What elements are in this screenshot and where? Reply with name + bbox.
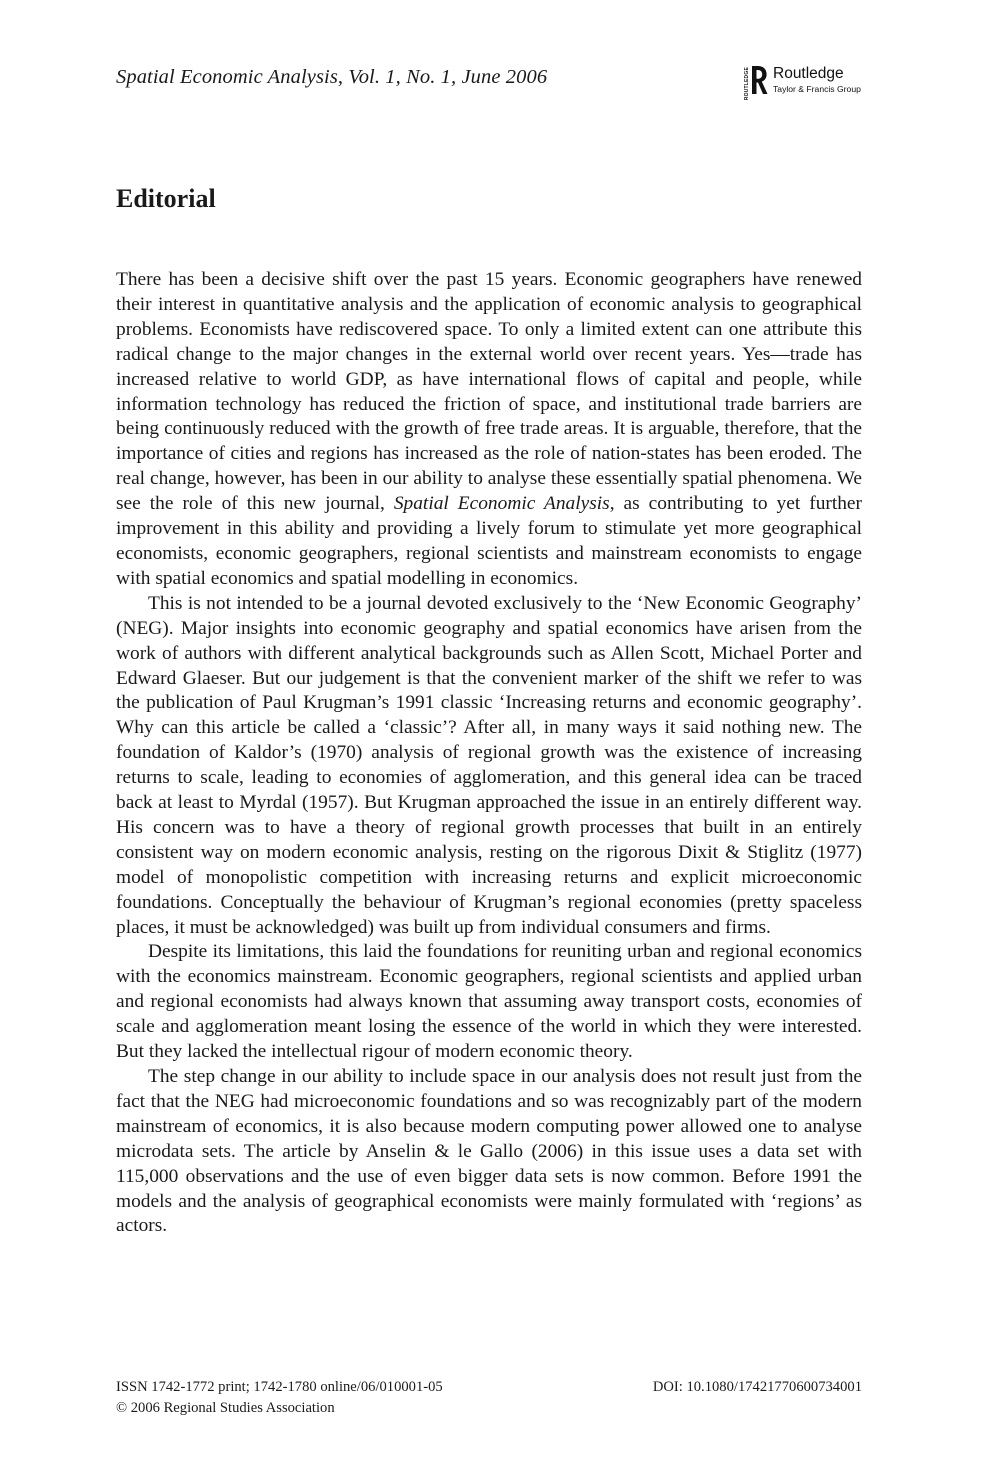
- footer-row: [116, 1377, 862, 1398]
- publisher-group: Taylor & Francis Group: [773, 84, 861, 94]
- routledge-r-icon: [750, 65, 768, 95]
- doi-line: DOI: 10.1080/17421770600734001: [652, 1379, 862, 1395]
- publisher-logo-vertical-text: ROUTLEDGE: [744, 67, 750, 101]
- paragraph-1: [116, 268, 862, 592]
- journal-citation: Spatial Economic Analysis, Vol. 1, No. 1, June 2006: [116, 66, 548, 88]
- paragraph-3: Despite its limitations, this laid the foundations for reuniting urban and regional economics with the economics mainstream. Economic geographers, regional scientists and applied urban and regional economists had always known that assuming away transport costs, economies of scale and agglomeration meant losing the essence of the world in which they were interested. But they lacked the intellectual rigour of modern economic theory.: [116, 941, 862, 1063]
- paragraph-4: The step change in our ability to include space in our analysis does not result just from the fact that the NEG had microeconomic foundations and so was recognizably part of the modern mainstream of economics, it is also because modern computing power allowed one to analyse microdata sets. The article by Anselin & le Gallo (2006) in this issue uses a data set with 115,000 observations and the use of even bigger data sets is now common. Before 1991 the models and the analysis of geographical economists were mainly formulated with ‘regions’ as actors.: [116, 1066, 862, 1237]
- publisher-logo: [744, 64, 862, 100]
- copyright-line: © 2006 Regional Studies Association: [116, 1400, 335, 1416]
- article-title: Editorial: [116, 184, 216, 213]
- paragraph-1-text-end: , as contributing to yet further improvement in this ability and providing a lively forum to stimulate yet more geographical economists, economic geographers, regional scientists and mainstream economists to engage with spatial economics and spatial modelling in economics.: [116, 493, 862, 589]
- paragraph-2: This is not intended to be a journal devoted exclusively to the ‘New Economic Geography’ (NEG). Major insights into economic geography and spatial economics have arisen from the work of authors with different analytical backgrounds such as Allen Scott, Michael Porter and Edward Glaeser. But our judgement is that the convenient marker of the shift we refer to was the publication of Paul Krugman’s 1991 classic ‘Increasing returns and economic geography’. Why can this article be called a ‘classic’? After all, in many ways it said nothing new. The foundation of Kaldor’s (1970) analysis of regional growth was the existence of increasing returns to scale, leading to economies of agglomeration, and this general idea can be traced back at least to Myrdal (1957). But Krugman approached the issue in an entirely different way. His concern was to have a theory of regional growth processes that built in an entirely consistent way on modern economic analysis, resting on the rigorous Dixit & Stiglitz (1977) model of monopolistic competition with increasing returns and explicit microeconomic foundations. Conceptually the behaviour of Krugman’s regional economies (pretty spaceless places, it must be acknowledged) was built up from individual consumers and firms.: [116, 592, 862, 938]
- page-header: [116, 64, 862, 100]
- article-body: [116, 268, 862, 1239]
- journal-name-italic: Spatial Economic Analysis: [393, 493, 610, 515]
- publisher-name: Routledge: [773, 65, 844, 82]
- issn-line: ISSN 1742-1772 print; 1742-1780 online/06/010001-05: [116, 1379, 443, 1395]
- page-footer: [116, 1377, 862, 1419]
- paragraph-1-text-start: There has been a decisive shift over the past 15 years. Economic geographers have renewed their interest in quantitative analysis and the application of economic analysis to geographical problems. Economists have rediscovered space. To only a limited extent can one attribute this radical change to the major changes in the external world over recent years. Yes—trade has increased relative to world GDP, as have international flows of capital and people, while information technology has reduced the friction of space, and institutional trade barriers are being continuously reduced with the growth of free trade areas. It is arguable, therefore, that the importance of cities and regions has increased as the role of nation-states has been eroded. The real change, however, has been in our ability to analyse these essentially spatial phenomena. We see the role of this new journal,: [116, 269, 862, 515]
